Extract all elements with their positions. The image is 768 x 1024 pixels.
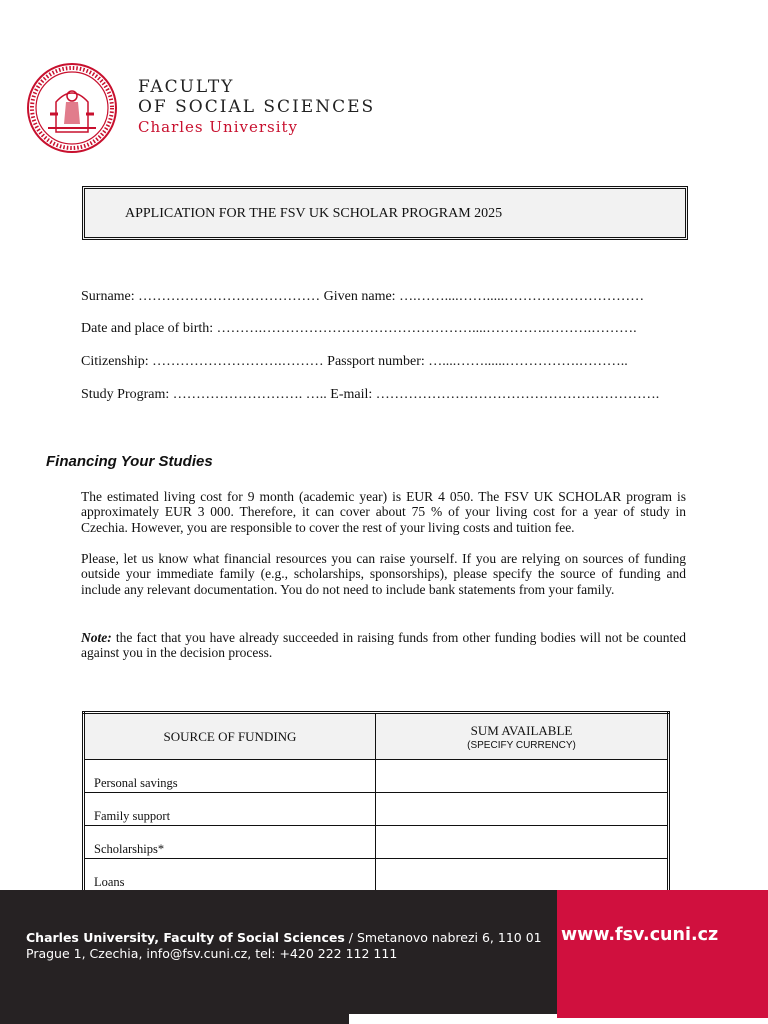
source-of-funding-header: SOURCE OF FUNDING [84,713,376,760]
footer-address: Smetanovo nabrezi 6, 110 01 Prague 1, Czechia, info@fsv.cuni.cz, tel: +420 222 112 111 [26,930,542,961]
date-place-of-birth-field[interactable]: Date and place of birth: ……….………………………………………....………….……….………. [81,321,637,336]
note-paragraph [81,630,686,661]
row-label-personal-savings: Personal savings [84,760,376,793]
footer-divider [349,1014,557,1024]
footer-red-panel [557,890,768,1018]
sum-input-family-support[interactable] [376,793,669,826]
footer-org-name: Charles University, Faculty of Social Sciences [26,930,345,945]
application-title-box [82,186,688,240]
note-label: Note: [81,630,112,645]
sum-available-header [376,713,669,760]
table-row [84,793,669,826]
row-label-scholarships: Scholarships* [84,826,376,859]
specify-currency-label: (SPECIFY CURRENCY) [467,739,576,751]
citizenship-passport-field[interactable]: Citizenship: ……………………….……… Passport number: …....……......…………….……….. [81,354,628,369]
table-row [84,859,669,893]
footer-separator: / [344,930,357,945]
brand-line-social-sciences: OF SOCIAL SCIENCES [138,97,376,117]
surname-given-name-field[interactable]: Surname: ………………………………… Given name: ….……....…….....………………………… [81,289,645,304]
note-text: the fact that you have already succeeded in raising funds from other funding bodies will not be counted against you in the decision process. [81,630,686,661]
financial-resources-paragraph: Please, let us know what financial resources you can raise yourself. If you are relying on sources of funding outside your immediate family (e.g., scholarships, sponsorships), please specify the source of funding and include any relevant documentation. You do not need to include bank statements from your family. [81,551,686,597]
sum-input-loans[interactable] [376,859,669,893]
charles-university-seal-icon [26,62,118,154]
financing-heading: Financing Your Studies [46,453,213,470]
table-header-row [84,713,669,760]
funding-table [82,711,670,894]
row-label-family-support: Family support [84,793,376,826]
application-title: APPLICATION FOR THE FSV UK SCHOLAR PROGRAM 2025 [125,206,503,221]
faculty-wordmark [138,77,375,137]
footer-contact [26,930,556,961]
footer-website-link[interactable]: www.fsv.cuni.cz [561,925,719,945]
sum-input-scholarships[interactable] [376,826,669,859]
sum-input-personal-savings[interactable] [376,760,669,793]
table-row [84,826,669,859]
study-program-email-field[interactable]: Study Program: ………………………. ….. E-mail: ……………………………………………………. [81,387,660,402]
sum-available-label: SUM AVAILABLE [470,722,573,738]
brand-line-faculty: FACULTY [138,77,235,97]
living-cost-paragraph: The estimated living cost for 9 month (academic year) is EUR 4 050. The FSV UK SCHOLAR program is approximately EUR 3 000. Therefore, it can cover about 75 % of your living cost for a year of study in Czechia. However, you are responsible to cover the rest of your living costs and tuition fee. [81,489,686,535]
table-row [84,760,669,793]
brand-line-university: Charles University [138,118,299,136]
row-label-loans: Loans [84,859,376,893]
